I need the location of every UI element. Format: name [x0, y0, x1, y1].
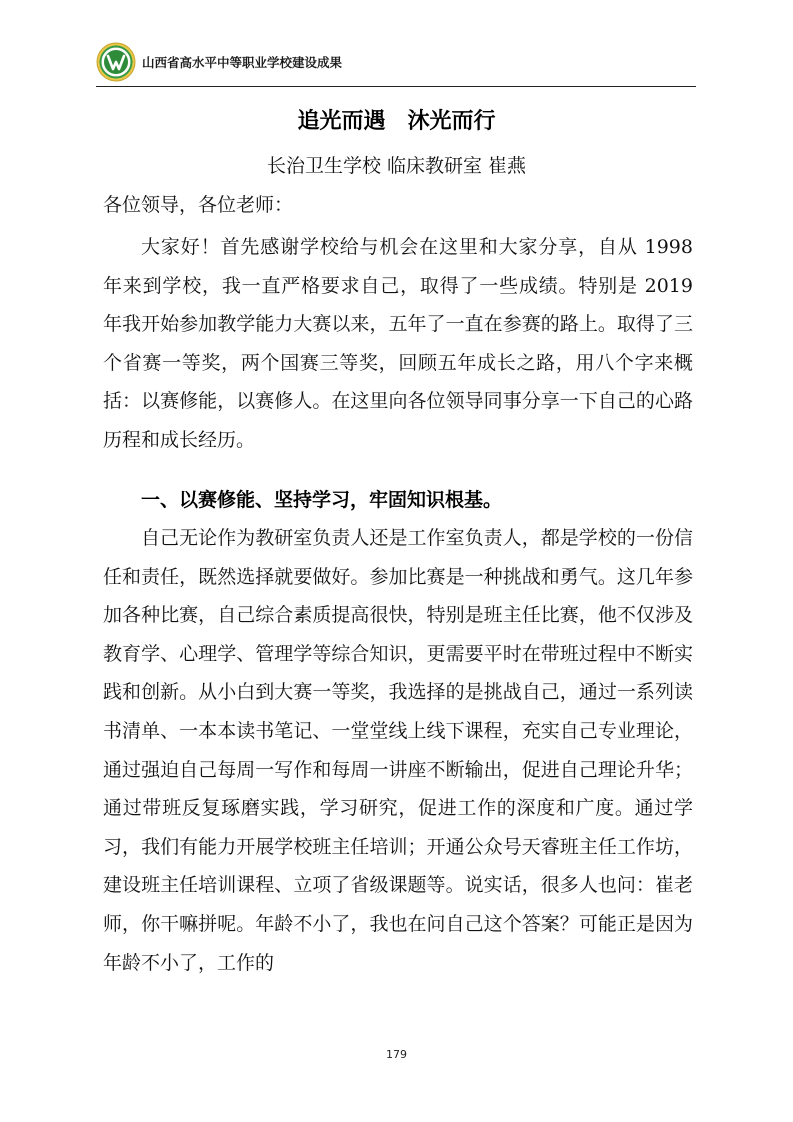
page-header — [96, 40, 696, 84]
body-paragraph-1: 大家好！首先感谢学校给与机会在这里和大家分享，自从 1998 年来到学校，我一直严格要求自己，取得了一些成绩。特别是 2019 年我开始参加教学能力大赛以来，五年了一直在参赛的路上。取得了三个省赛一等奖，两个国赛三等奖，回顾五年成长之路，用八个字来概括：以赛修能，以赛修人。在这里向各位领导同事分享一下自己的心路历程和成长经历。 — [103, 236, 693, 451]
salutation: 各位领导，各位老师： — [103, 194, 294, 216]
section-heading-1: 一、以赛修能、坚持学习，牢固知识根基。 — [141, 489, 503, 511]
header-title: 山西省高水平中等职业学校建设成果 — [142, 55, 343, 70]
author-byline: 长治卫生学校 临床教研室 崔燕 — [266, 155, 527, 177]
page-number: 179 — [386, 1048, 407, 1061]
header-divider — [96, 86, 696, 87]
school-emblem-icon — [96, 42, 136, 82]
body-paragraph-2: 自己无论作为教研室负责人还是工作室负责人，都是学校的一份信任和责任，既然选择就要做好。参加比赛是一种挑战和勇气。这几年参加各种比赛，自己综合素质提高很快，特别是班主任比赛，他不仅涉及教育学、心理学、管理学等综合知识，更需要平时在带班过程中不断实践和创新。从小白到大赛一等奖，我选择的是挑战自己，通过一系列读书清单、一本本读书笔记、一堂堂线上线下课程，充实自己专业理论，通过强迫自己每周一写作和每周一讲座不断输出，促进自己理论升华；通过带班反复琢磨实践，学习研究，促进工作的深度和广度。通过学习，我们有能力开展学校班主任培训；开通公众号天睿班主任工作坊，建设班主任培训课程、立项了省级课题等。说实话，很多人也问：崔老师，你干嘛拼呢。年龄不小了，我也在问自己这个答案？可能正是因为年龄不小了，工作的 — [103, 527, 693, 974]
document-title: 追光而遇 沐光而行 — [297, 109, 496, 134]
